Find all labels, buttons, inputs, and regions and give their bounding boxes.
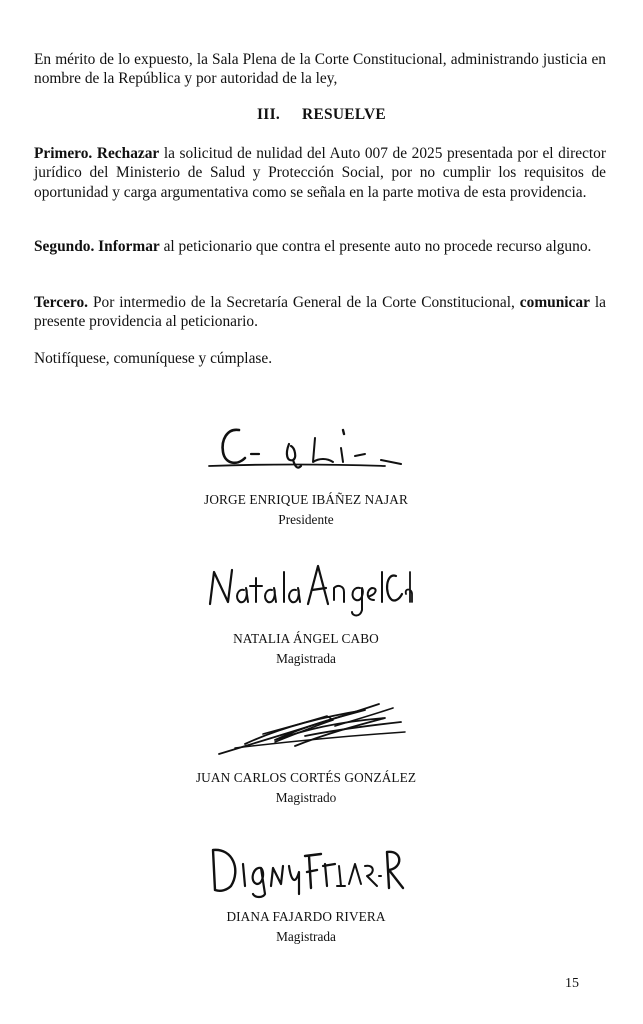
resolution-pre-text: Por intermedio de la Secretaría General de la Corte Constitucional,	[92, 294, 515, 311]
resolution-verb: Informar	[98, 238, 160, 255]
resolution-tercero	[34, 293, 606, 332]
signature-fajardo-rivera	[205, 842, 405, 900]
signatory-block	[150, 490, 462, 530]
section-heading	[0, 106, 643, 124]
section-title: RESUELVE	[302, 106, 386, 123]
section-number: III.	[257, 106, 281, 123]
resolution-verb: Rechazar	[96, 145, 160, 162]
signatory-role: Presidente	[278, 512, 334, 527]
resolution-segundo	[34, 237, 606, 256]
resolution-ordinal: Segundo.	[34, 238, 95, 255]
signature-cortes-gonzalez	[215, 700, 415, 762]
resolution-text: la presente providencia al peticionario.	[34, 294, 606, 331]
signature-ibanez-najar	[205, 418, 405, 480]
signatory-role: Magistrado	[275, 790, 337, 805]
resolution-text: al peticionario que contra el presente auto no procede recurso alguno.	[163, 238, 592, 255]
signatory-name: JORGE ENRIQUE IBÁÑEZ NAJAR	[204, 492, 408, 507]
intro-paragraph: En mérito de lo expuesto, la Sala Plena de la Corte Constitucional, administrando justicia en nombre de la República y por autoridad de la ley,	[34, 51, 606, 88]
signatory-block	[150, 629, 462, 669]
resolution-text: la solicitud de nulidad del Auto 007 de 2025 presentada por el director jurídico del Ministerio de Salud y Protección Social, por no cumplir los requisitos de oportunidad y carga argumentativa como se señala en la parte motiva de esta providencia.	[34, 145, 607, 201]
closing-formula: Notifíquese, comuníquese y cúmplase.	[34, 350, 273, 367]
signatory-role: Magistrada	[276, 651, 336, 666]
resolution-primero	[34, 144, 606, 202]
page-number: 15	[565, 976, 579, 991]
resolution-ordinal: Primero.	[34, 145, 93, 162]
signatory-block	[150, 768, 462, 808]
signatory-name: JUAN CARLOS CORTÉS GONZÁLEZ	[195, 770, 417, 785]
resolution-verb: comunicar	[519, 294, 590, 311]
signatory-role: Magistrada	[276, 929, 336, 944]
resolution-ordinal: Tercero.	[34, 294, 88, 311]
signatory-block	[150, 907, 462, 947]
signatory-name: NATALIA ÁNGEL CABO	[233, 631, 379, 646]
signatory-name: DIANA FAJARDO RIVERA	[226, 909, 386, 924]
signature-angel-cabo	[200, 554, 420, 626]
